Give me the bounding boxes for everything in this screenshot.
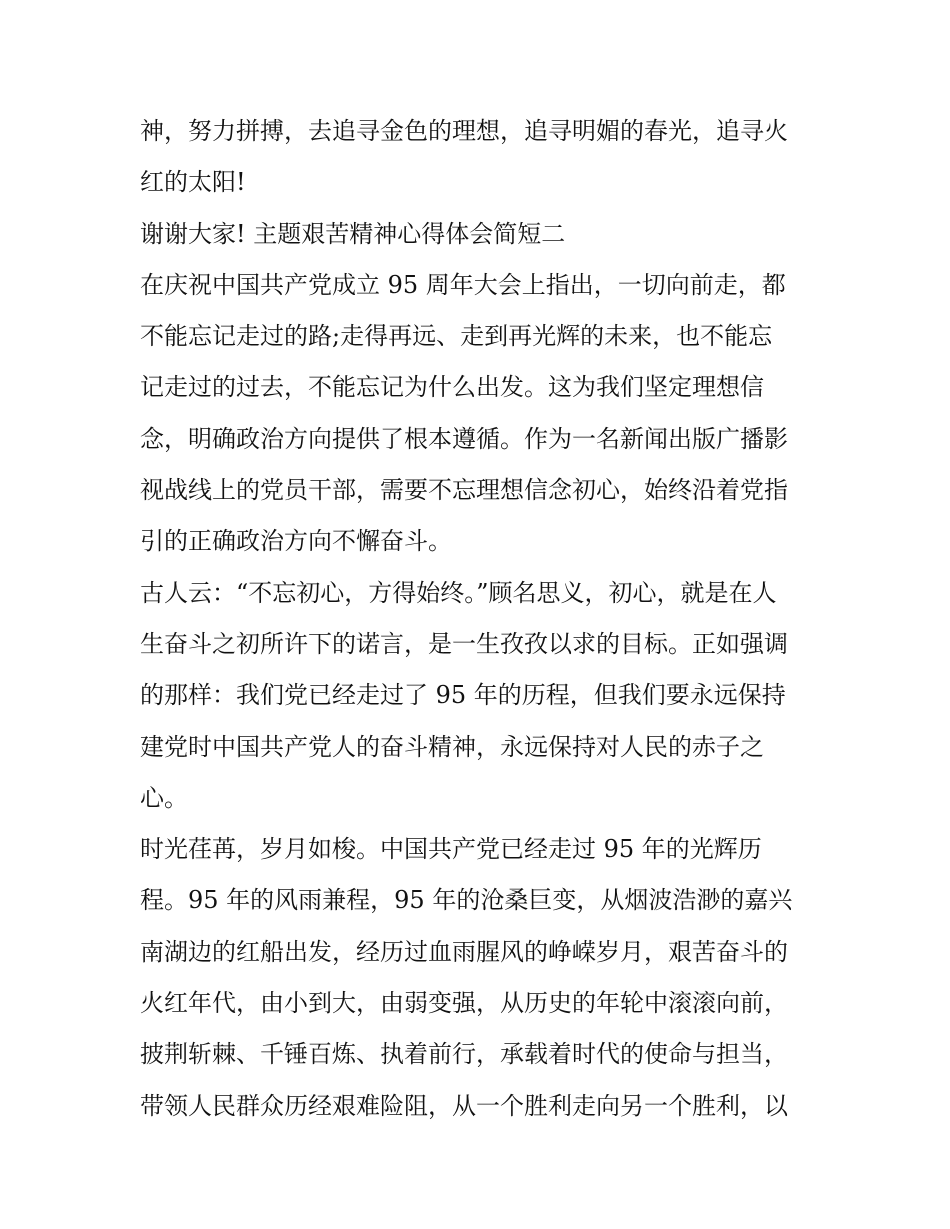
text-line: 红的太阳!: [140, 168, 246, 197]
text-line: 古人云：“不忘初心，方得始终。”顾名思义，初心，就是在人: [140, 578, 777, 607]
text-line: 记走过的过去，不能忘记为什么出发。这为我们坚定理想信: [140, 373, 764, 402]
text-line: 在庆祝中国共产党成立 95 周年大会上指出，一切向前走，都: [140, 270, 786, 299]
document-body: [140, 106, 816, 1132]
text-line: 谢谢大家! 主题艰苦精神心得体会简短二: [140, 219, 566, 248]
text-line: 建党时中国共产党人的奋斗精神，永远保持对人民的赤子之: [140, 732, 764, 761]
text-line: 念，明确政治方向提供了根本遵循。作为一名新闻出版广播影: [140, 424, 788, 453]
text-line: 披荆斩棘、千锤百炼、执着前行，承载着时代的使命与担当，: [140, 1040, 788, 1069]
text-line: 生奋斗之初所许下的诺言，是一生孜孜以求的目标。正如强调: [140, 629, 788, 658]
text-line: 心。: [140, 783, 188, 812]
text-line: 时光荏苒，岁月如梭。中国共产党已经走过 95 年的光辉历: [140, 835, 762, 864]
text-line: 神，努力拼搏，去追寻金色的理想，追寻明媚的春光，追寻火: [140, 117, 788, 145]
text-line: 带领人民群众历经艰难险阻，从一个胜利走向另一个胜利，以: [140, 1091, 788, 1120]
text-line: 不能忘记走过的路;走得再远、走到再光辉的未来，也不能忘: [140, 322, 773, 351]
text-line: 视战线上的党员干部，需要不忘理想信念初心，始终沿着党指: [140, 476, 788, 505]
text-line: 的那样：我们党已经走过了 95 年的历程，但我们要永远保持: [140, 681, 786, 710]
text-line: 程。95 年的风雨兼程，95 年的沧桑巨变，从烟波浩渺的嘉兴: [140, 886, 793, 915]
text-line: 引的正确政治方向不懈奋斗。: [140, 527, 452, 556]
text-line: 火红年代，由小到大，由弱变强，从历史的年轮中滚滚向前，: [140, 989, 788, 1018]
text-line: 南湖边的红船出发，经历过血雨腥风的峥嵘岁月，艰苦奋斗的: [140, 937, 788, 966]
